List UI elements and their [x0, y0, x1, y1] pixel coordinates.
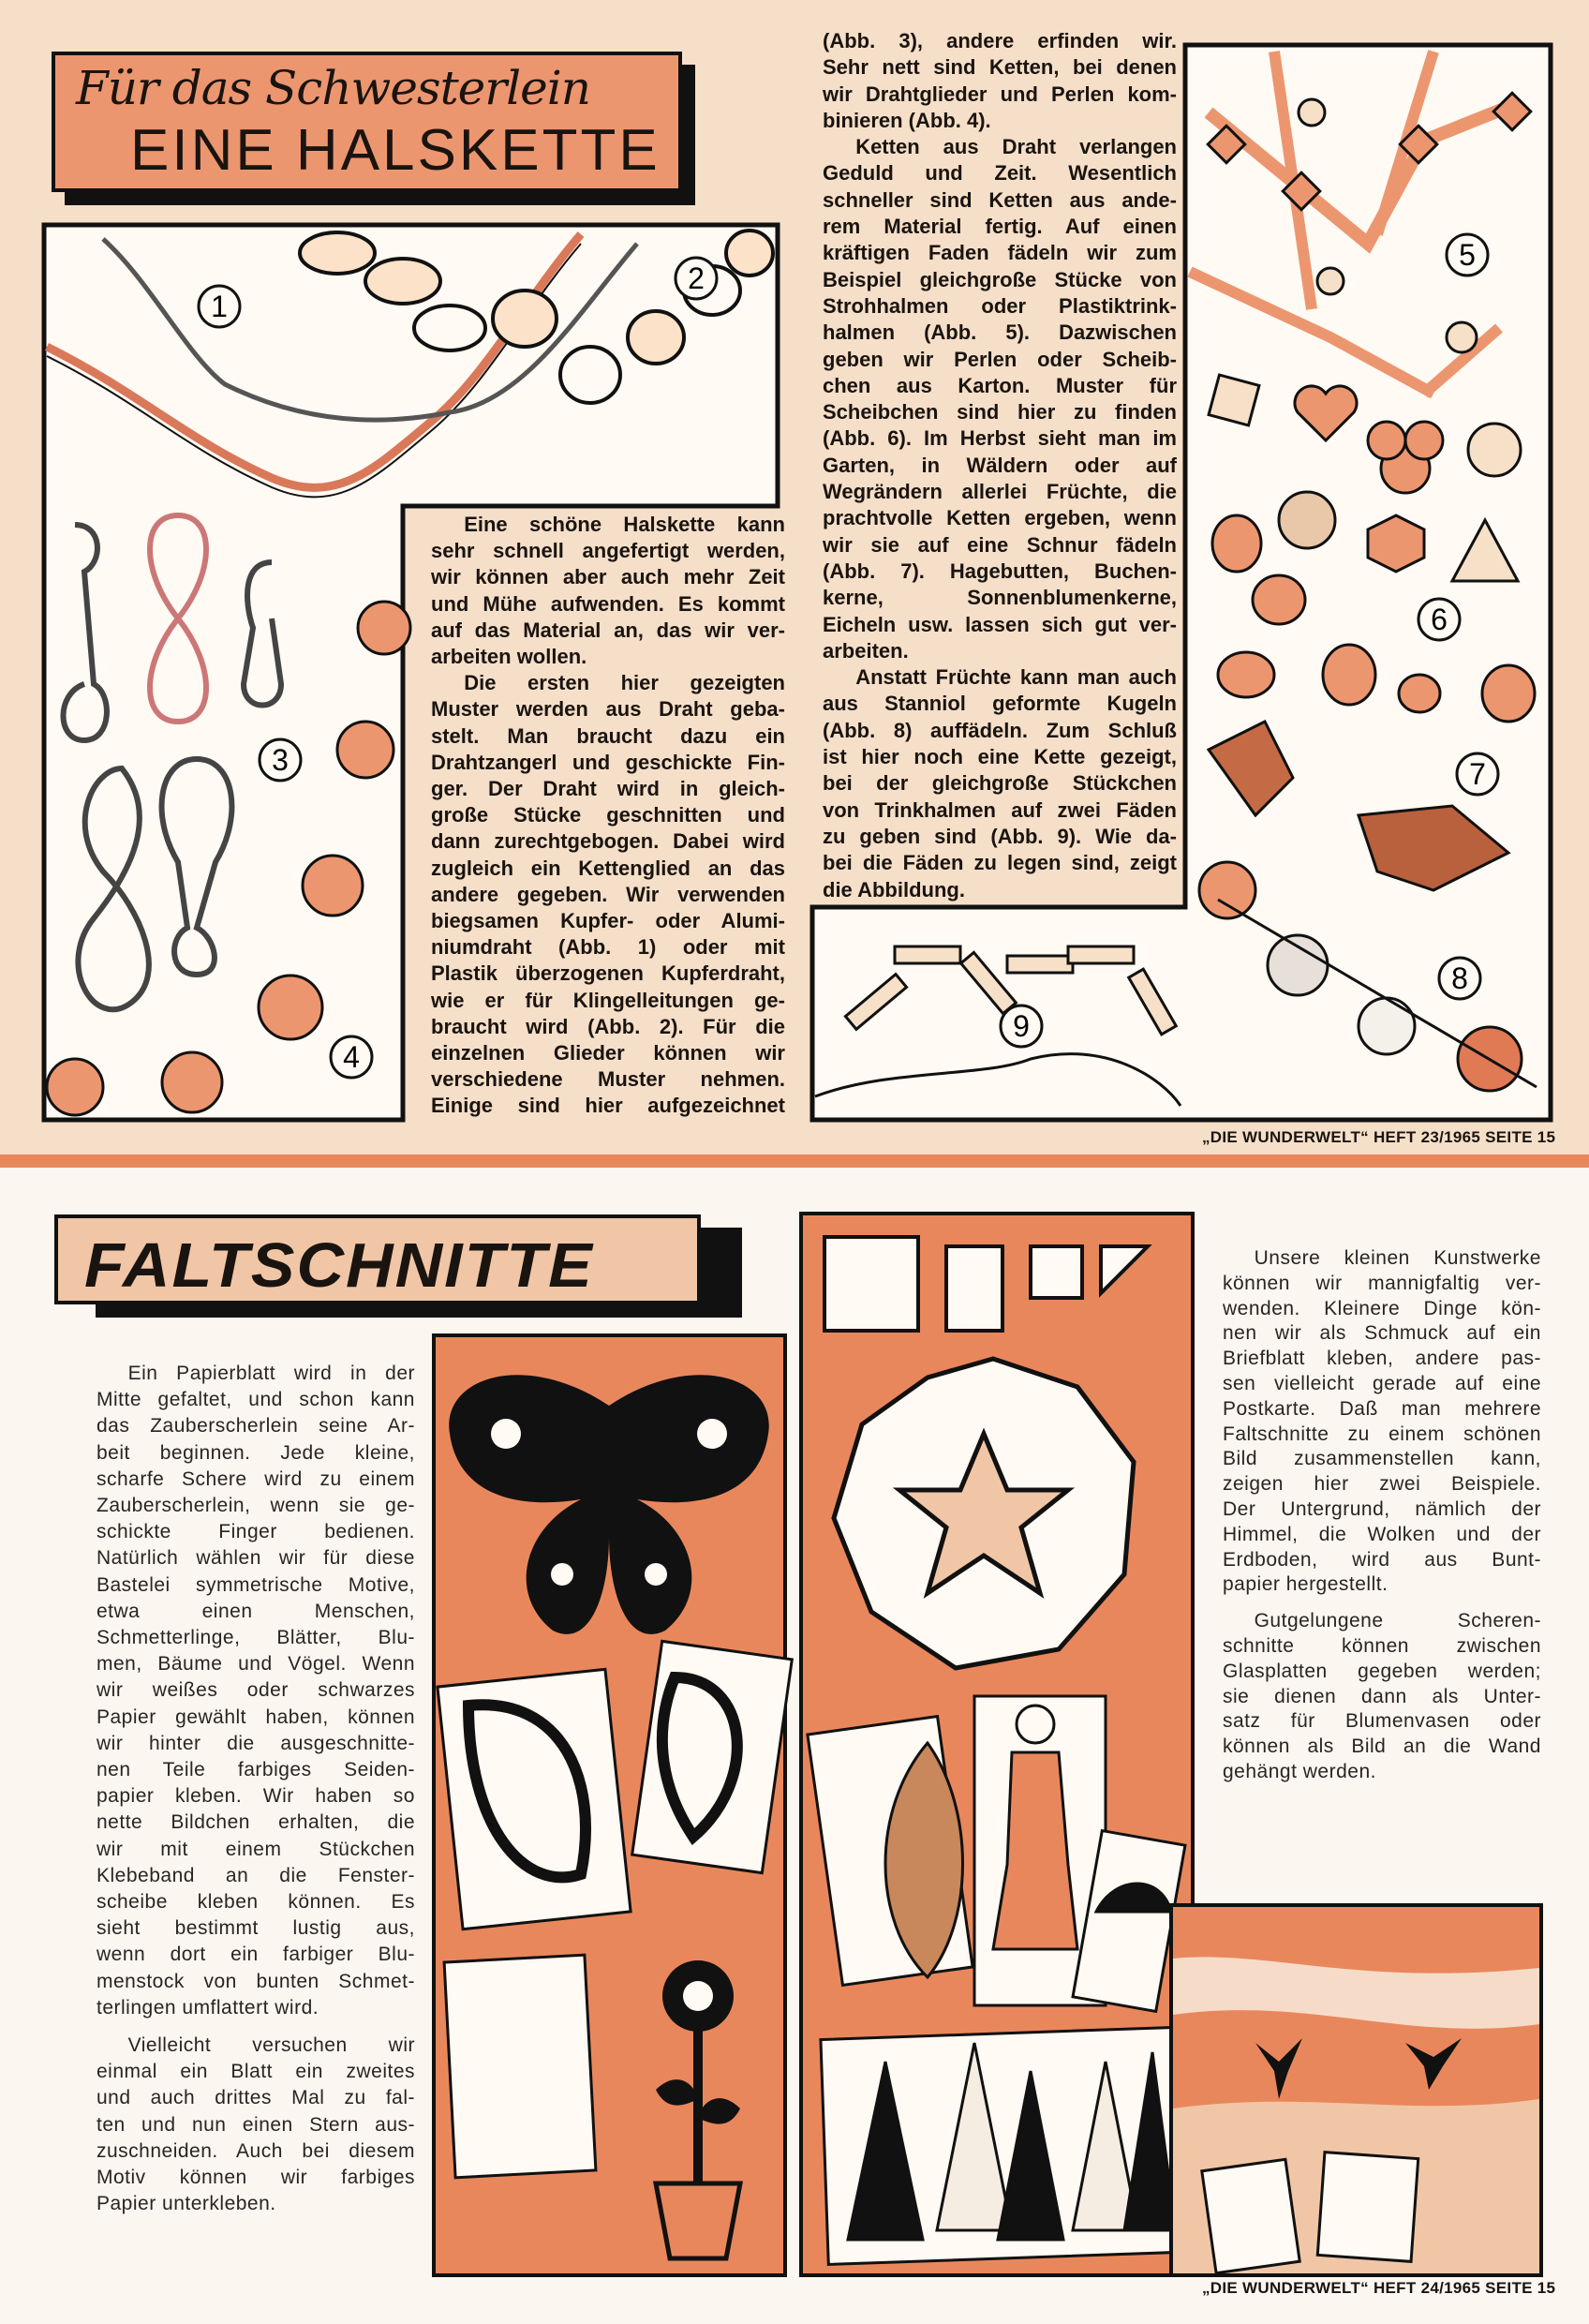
text-line: Geduld und Zeit. Wesentlich [823, 161, 1177, 186]
text-line: Plastik überzogenen Kupferdraht, [431, 961, 785, 986]
text-line: Faltschnitte zu einem schönen [1223, 1423, 1541, 1445]
text-line: Scheibchen sind hier zu finden [823, 400, 1177, 425]
text-line: kerne, Sonnenblumenkerne, [823, 586, 1177, 610]
section-title: FALTSCHNITTE [84, 1229, 594, 1301]
text-line: Der Untergrund, nämlich der [1223, 1497, 1541, 1520]
figure-label: 3 [272, 743, 289, 777]
page-footer: „DIE WUNDERWELT“ HEFT 23/1965 SEITE 15 [1202, 1128, 1556, 1146]
text-line: sie dienen dann als Unter- [1223, 1685, 1541, 1707]
text-line: Strohhalmen oder Plastiktrink- [823, 293, 1177, 318]
text-line: kräftigen Faden fädeln wir zum [823, 241, 1177, 265]
text-line: und auch drittes Mal zu fal- [97, 2087, 415, 2109]
text-line: können wir mannigfaltig ver- [1223, 1272, 1541, 1294]
text-line: Papier gewählt haben, können [97, 1706, 415, 1728]
text-line: Briefblatt kleben, andere pas- [1223, 1348, 1541, 1370]
text-line: (Abb. 7). Hagebutten, Buchen- [823, 559, 1177, 583]
text-line: ten und nun einen Stern aus- [97, 2113, 415, 2136]
text-line: Gutgelungene Scheren- [1254, 1610, 1541, 1632]
text-line: rem Material fertig. Auf einen [823, 215, 1177, 239]
text-line: schickte Finger bedienen. [97, 1521, 415, 1543]
text-line: Eicheln usw. lassen sich gut ver- [823, 612, 1177, 636]
text-line: sieht bestimmt lustig aus, [97, 1917, 415, 1940]
text-line: ger. Der Draht wird in gleich- [431, 777, 785, 801]
text-line: nen Teile farbiges Seiden- [97, 1759, 415, 1781]
text-line: Papier unterkleben. [97, 2193, 276, 2215]
text-line: (Abb. 3), andere erfinden wir. [823, 29, 1177, 52]
text-line: geben wir Perlen oder Scheib- [823, 347, 1177, 371]
text-line: Postkarte. Daß man mehrere [1223, 1397, 1541, 1420]
text-line: Klebeband an die Fenster- [97, 1864, 415, 1886]
text-line: wir Drahtglieder und Perlen kom- [823, 82, 1177, 106]
figure-label: 4 [343, 1040, 360, 1074]
text-line: Glasplatten gegeben werden; [1223, 1660, 1541, 1682]
text-line: arbeiten. [823, 638, 909, 663]
text-line: Ketten aus Draht verlangen [855, 135, 1177, 159]
figure-label: 2 [688, 261, 705, 295]
text-line: können als Bild an die Wand [1223, 1736, 1541, 1758]
figure-label: 6 [1431, 603, 1448, 636]
text-line: sen vielleicht gerade auf eine [1223, 1372, 1541, 1394]
text-line: Beispiel gleichgroße Stücke von [823, 267, 1177, 291]
text-line: bei die Fäden zu legen sind, zeigt [823, 851, 1177, 875]
text-line: Drahtzangerl und geschickte Fin- [431, 750, 785, 774]
text-line: aus Stanniol geformte Kugeln [823, 692, 1177, 716]
text-line: wir mit einem Stückchen [97, 1838, 415, 1860]
landscape-scene [1173, 1957, 1539, 2273]
text-line: dann zurechtgebogen. Dabei wird [431, 829, 785, 854]
text-line: (Abb. 8) auffädeln. Zum Schluß [823, 718, 1177, 742]
paragraph [1223, 1246, 1541, 1598]
text-line: zuschneiden. Auch bei diesem [97, 2139, 415, 2162]
text-line: wir weißes oder schwarzes [97, 1679, 415, 1702]
figure-label: 1 [211, 290, 228, 323]
text-line: papier hergestellt. [1223, 1573, 1389, 1596]
text-line: Eine schöne Halskette kann [464, 513, 785, 536]
text-line: arbeiten wollen. [431, 645, 587, 669]
text-line: bei der gleichgroße Stückchen [823, 771, 1177, 796]
text-line: wir hinter die ausgeschnitte- [97, 1732, 415, 1754]
text-line: papier kleben. Wir haben so [97, 1785, 415, 1808]
text-line: von Trinkhalmen auf zwei Fäden [823, 797, 1177, 822]
text-line: zugleich ein Kettenglied an das [431, 856, 785, 880]
text-line: zu geben sind (Abb. 9). Wie da- [823, 824, 1177, 848]
text-line: prachtvolle Ketten ergeben, wenn [823, 506, 1177, 530]
text-line: stelt. Man braucht dazu ein [431, 723, 785, 748]
text-line: Mitte gefaltet, und schon kann [97, 1389, 415, 1411]
trees-card [821, 2028, 1180, 2265]
text-line: Wegrändern allerlei Früchte, die [823, 480, 1177, 504]
text-line: scheibe kleben können. Es [97, 1891, 415, 1914]
text-line: einmal ein Blatt ein zweites [97, 2061, 415, 2083]
text-line: wir sie auf eine Schnur fädeln [823, 532, 1177, 557]
text-line: satz für Blumenvasen oder [1223, 1710, 1541, 1733]
text-line: nen wir als Schmuck auf ein [1223, 1322, 1541, 1345]
paragraph [97, 1361, 415, 2021]
text-line: Bastelei symmetrische Motive, [97, 1573, 415, 1596]
paragraph [1223, 1609, 1541, 1785]
text-line: Die ersten hier gezeigten [464, 671, 785, 695]
text-line: Einige sind hier aufgezeichnet [431, 1094, 785, 1118]
text-line: men, Bäume und Vögel. Wenn [97, 1653, 415, 1676]
page-footer: „DIE WUNDERWELT“ HEFT 24/1965 SEITE 15 [1202, 2279, 1556, 2297]
text-line: scharfe Schere wird zu einem [97, 1467, 415, 1490]
text-line: wenn dort ein farbiger Blu- [97, 1944, 415, 1966]
text-line: niumdraht (Abb. 1) oder mit [431, 935, 785, 960]
figure-label: 9 [1013, 1009, 1030, 1043]
figure-label: 5 [1459, 238, 1476, 272]
text-line: etwa einen Menschen, [97, 1600, 415, 1622]
text-line: die Abbildung. [823, 877, 965, 901]
text-line: Bild zusammenstellen kann, [1223, 1448, 1541, 1470]
article-column-right [1223, 1246, 1541, 1785]
text-line: halmen (Abb. 5). Dazwischen [823, 320, 1177, 345]
text-line: chen aus Karton. Muster für [823, 373, 1177, 397]
text-line: Ein Papierblatt wird in der [127, 1363, 415, 1384]
text-line: Garten, in Wäldern oder auf [823, 453, 1177, 477]
text-line: verschiedene Muster nehmen. [431, 1067, 785, 1092]
text-line: große Stücke geschnitten und [431, 803, 785, 827]
text-line: das Zauberscherlein seine Ar- [97, 1415, 415, 1438]
text-line: Sehr nett sind Ketten, bei denen [823, 55, 1177, 80]
text-line: sehr schnell angefertigt werden, [431, 539, 785, 563]
paragraph [97, 2033, 415, 2217]
faltschnitte-title-box [54, 1214, 701, 1304]
title-subtitle: Für das Schwesterlein [76, 61, 590, 115]
text-line: menstock von bunten Schmet- [97, 1970, 415, 1992]
text-line: schneller sind Ketten aus ande- [823, 187, 1177, 212]
text-line: Himmel, die Wolken und der [1223, 1523, 1541, 1545]
text-line: biegsamen Kupfer- oder Alumi- [431, 909, 785, 933]
text-line: andere gegeben. Wir verwenden [431, 882, 785, 906]
text-line: Motiv können wir farbiges [97, 2167, 415, 2189]
text-line: wie er für Klingelleitungen ge- [431, 988, 785, 1012]
text-line: beit beginnen. Jede kleine, [97, 1441, 415, 1464]
text-line: Erdboden, wird aus Bunt- [1223, 1548, 1541, 1571]
text-line: binieren (Abb. 4). [823, 108, 991, 132]
text-line: auf das Material an, das wir ver- [431, 618, 785, 642]
text-line: einzelnen Glieder können wir [431, 1041, 785, 1065]
figure-label: 8 [1451, 961, 1468, 995]
text-line: wenden. Kleinere Dinge kön- [1223, 1297, 1541, 1319]
text-line: braucht wird (Abb. 2). Für die [431, 1014, 785, 1038]
page-title: EINE HALSKETTE [130, 118, 661, 183]
text-line: Unsere kleinen Kunstwerke [1254, 1247, 1541, 1269]
text-line: Anstatt Früchte kann man auch [855, 665, 1177, 690]
article-column-left [97, 1361, 415, 2218]
text-line: Muster werden aus Draht geba- [431, 697, 785, 722]
text-line: gehängt werden. [1223, 1760, 1376, 1782]
text-line: (Abb. 6). Im Herbst sieht man im [823, 426, 1177, 451]
text-line: ist hier noch eine Kette gezeigt, [823, 745, 1177, 769]
text-line: und Mühe aufwenden. Es kommt [431, 591, 785, 616]
text-line: Natürlich wählen wir für diese [97, 1547, 415, 1570]
text-line: zeigen hier zwei Beispiele. [1223, 1473, 1541, 1496]
text-line: nette Bildchen erhalten, die [97, 1811, 415, 1834]
text-line: Vielleicht versuchen wir [127, 2034, 415, 2057]
text-line: wir können aber auch mehr Zeit [431, 565, 785, 589]
text-line: Zauberscherlein, wenn sie ge- [97, 1495, 415, 1517]
text-line: schnitte können zwischen [1223, 1634, 1541, 1657]
figure-label: 7 [1469, 757, 1486, 791]
text-line: Schmetterlinge, Blätter, Blu- [97, 1627, 415, 1649]
text-line: terlingen umflattert wird. [97, 1996, 319, 2019]
